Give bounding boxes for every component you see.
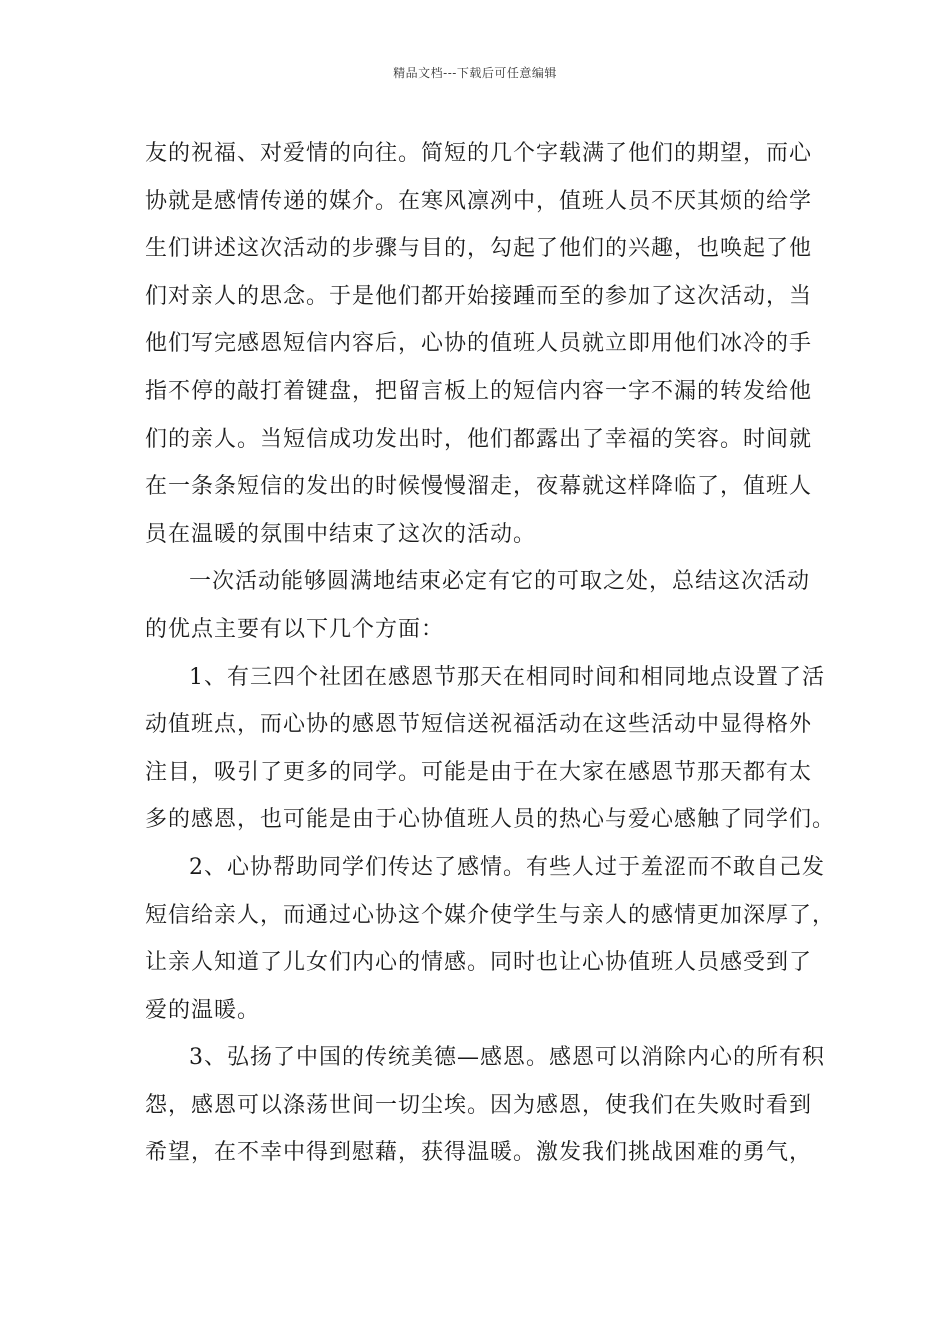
text-line: 协就是感情传递的媒介。在寒风凛冽中，值班人员不厌其烦的给学 [145, 188, 813, 214]
text-line: 短信给亲人，而通过心协这个媒介使学生与亲人的感情更加深厚了， [145, 902, 836, 928]
text-line: 他们写完感恩短信内容后，心协的值班人员就立即用他们冰冷的手 [145, 331, 813, 357]
paragraph-start-line: 3、弘扬了中国的传统美德—感恩。感恩可以消除内心的所有积 [189, 1045, 825, 1071]
text-line: 怨，感恩可以涤荡世间一切尘埃。因为感恩，使我们在失败时看到 [145, 1092, 813, 1118]
page-header: 精品文档---下载后可任意编辑 [393, 66, 557, 80]
text-line: 让亲人知道了儿女们内心的情感。同时也让心协值班人员感受到了 [145, 950, 813, 976]
text-line: 员在温暖的氛围中结束了这次的活动。 [145, 521, 537, 547]
text-line: 动值班点，而心协的感恩节短信送祝福活动在这些活动中显得格外 [145, 712, 813, 738]
document-body [145, 130, 836, 1177]
text-line: 友的祝福、对爱情的向往。简短的几个字载满了他们的期望，而心 [145, 141, 813, 166]
paragraph-start-line: 2、心协帮助同学们传达了感情。有些人过于羞涩而不敢自己发 [189, 854, 825, 880]
text-line: 生们讲述这次活动的步骤与目的，勾起了他们的兴趣，也唤起了他 [145, 236, 813, 262]
text-line: 多的感恩，也可能是由于心协值班人员的热心与爱心感触了同学们。 [145, 807, 836, 833]
text-line: 们对亲人的思念。于是他们都开始接踵而至的参加了这次活动，当 [145, 283, 813, 309]
text-line: 爱的温暖。 [145, 997, 261, 1023]
text-line: 希望，在不幸中得到慰藉，获得温暖。激发我们挑战困难的勇气， [145, 1140, 813, 1166]
text-line: 指不停的敲打着键盘，把留言板上的短信内容一字不漏的转发给他 [145, 378, 813, 404]
paragraph-start-line: 1、有三四个社团在感恩节那天在相同时间和相同地点设置了活 [189, 664, 825, 690]
text-line: 们的亲人。当短信成功发出时，他们都露出了幸福的笑容。时间就 [145, 426, 813, 452]
text-line: 注目，吸引了更多的同学。可能是由于在大家在感恩节那天都有太 [145, 759, 813, 785]
paragraph-start-line: 一次活动能够圆满地结束必定有它的可取之处，总结这次活动 [189, 569, 811, 595]
text-line: 的优点主要有以下几个方面： [145, 616, 445, 642]
text-line: 在一条条短信的发出的时候慢慢溜走，夜幕就这样降临了，值班人 [145, 474, 813, 500]
